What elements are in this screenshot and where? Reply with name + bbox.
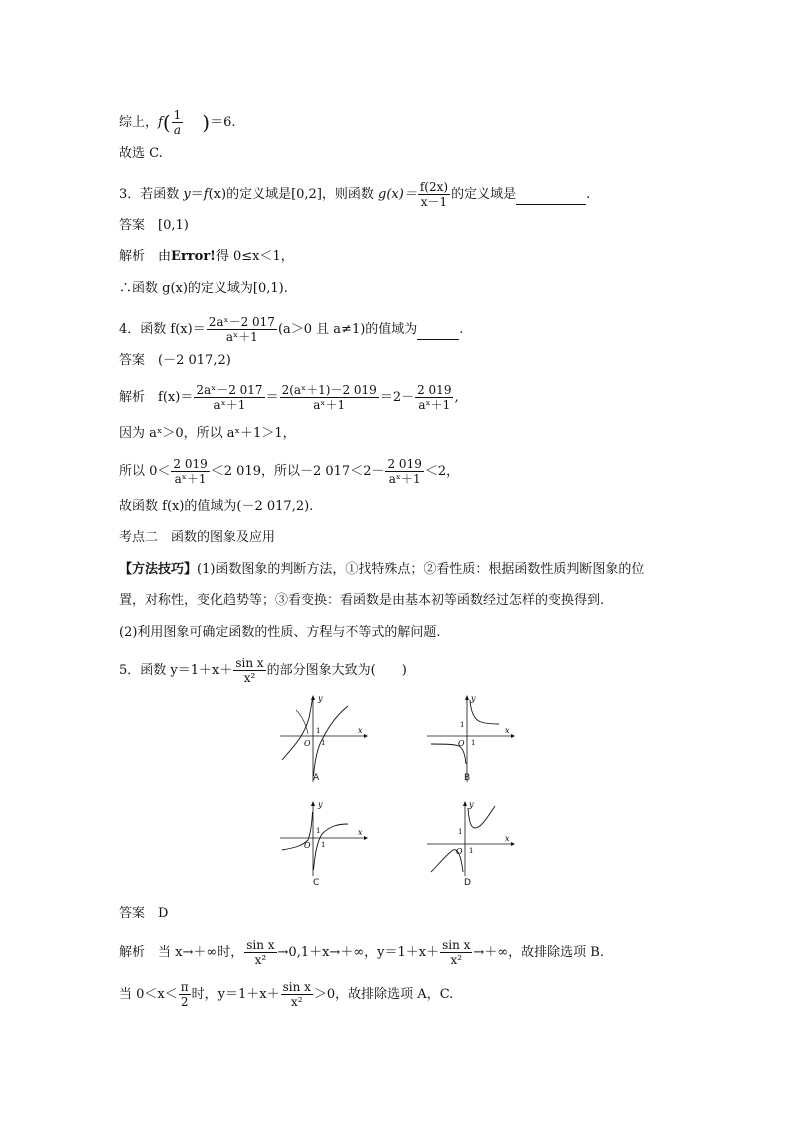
svg-text:1: 1: [471, 739, 476, 747]
question-4: 4．函数 f(x)＝ $\frac{\text{2aˣ－2 017}}{\text{aˣ＋1}}$ (a＞0 且 a≠1)的值域为 .: [119, 315, 464, 344]
answer-blank: [516, 186, 586, 205]
svg-text:1: 1: [469, 847, 474, 855]
section-heading: 考点二 函数的图象及应用: [119, 530, 276, 545]
solution-5b: 当 0＜x＜ $\frac{\pi}{2}$ 时，y＝1＋x＋ $\frac{\text{sin x}}{\text{x²}}$ ＞0，故排除选项 A，C.: [119, 980, 454, 1009]
graph-d-label: D: [464, 878, 471, 888]
method-tip-2: 置，对称性，变化趋势等；③看变换：看函数是由基本初等函数经过怎样的变换得到.: [119, 593, 605, 608]
graph-a-label: A: [313, 773, 320, 783]
method-tip-1: 【方法技巧】(1)函数图象的判断方法，①找特殊点；②看性质：根据函数性质判断图象的位: [119, 562, 645, 577]
choose-c: 故选 C.: [119, 146, 163, 161]
svg-text:x: x: [505, 726, 510, 735]
tick-one-x: 1: [321, 739, 326, 747]
solution-4b: 因为 aˣ＞0，所以 aˣ＋1＞1，: [119, 426, 296, 441]
axis-y-label: y: [318, 694, 323, 703]
solution-3a: 解析 由Error!得 0≤x＜1，: [119, 249, 294, 264]
origin-label: O: [304, 739, 311, 748]
text: ＝6.: [210, 115, 236, 130]
svg-text:y: y: [469, 800, 474, 809]
svg-text:O: O: [458, 739, 465, 748]
graph-b[interactable]: [425, 694, 515, 784]
graph-d[interactable]: [425, 800, 515, 878]
solution-4a: 解析 f(x)＝ $\frac{\text{2aˣ－2 017}}{\text{aˣ＋1}}$ ＝ $\frac{\text{2(aˣ＋1)－2 019}}{\text{aˣ＋1}}$ ＝2－ $\frac{2 019}{\text{aˣ＋1}}$ ,: [119, 383, 459, 412]
graph-a[interactable]: [278, 694, 368, 784]
tick-one-y: 1: [316, 727, 321, 735]
fraction: $\frac{1}{a}$: [173, 108, 182, 137]
solution-3b: ∴函数 g(x)的定义域为[0,1).: [119, 281, 288, 296]
axis-x-label: x: [358, 726, 363, 735]
answer-3: 答案 [0,1): [119, 218, 189, 233]
solution-4d: 故函数 f(x)的值域为(－2 017,2).: [119, 499, 314, 514]
text: 综上，: [119, 115, 159, 130]
conclusion-line: 综上，f( $\frac{1}{a}$ )＝6.: [119, 108, 236, 137]
method-tip-3: (2)利用图象可确定函数的性质、方程与不等式的解问题.: [119, 625, 441, 640]
svg-text:x: x: [505, 834, 510, 843]
func-f: f: [158, 115, 163, 130]
answer-4: 答案 (－2 017,2): [119, 353, 231, 368]
svg-text:1: 1: [321, 841, 326, 849]
svg-text:y: y: [318, 800, 323, 809]
question-3: 3．若函数 y＝f(x)的定义域是[0,2]，则函数 g(x)＝ $\frac{f(2x)}{x-1}$ 的定义域是 .: [119, 180, 591, 209]
svg-text:x: x: [358, 828, 363, 837]
answer-blank: [417, 321, 459, 340]
svg-text:1: 1: [316, 827, 321, 835]
graph-b-label: B: [464, 773, 471, 783]
solution-4c: 所以 0＜ $\frac{2 019}{\text{aˣ＋1}}$ ＜2 019，所以－2 017＜2－ $\frac{2 019}{\text{aˣ＋1}}$ ＜2，: [119, 457, 460, 486]
graph-c-label: C: [313, 878, 320, 888]
svg-text:y: y: [471, 694, 476, 703]
svg-text:O: O: [304, 841, 311, 850]
solution-5a: 解析 当 x→＋∞时， $\frac{\text{sin x}}{\text{x²}}$ →0,1＋x→＋∞，y＝1＋x＋ $\frac{\text{sin x}}{\text{x²}}$ →＋∞，故排除选项 B.: [119, 938, 604, 967]
svg-text:1: 1: [460, 721, 465, 729]
svg-text:O: O: [456, 847, 463, 856]
graph-c[interactable]: [278, 800, 368, 878]
svg-text:1: 1: [458, 828, 463, 836]
answer-5: 答案 D: [119, 906, 169, 921]
question-5: 5．函数 y＝1＋x＋ $\frac{\text{sin x}}{\text{x²}}$ 的部分图象大致为( ): [119, 656, 407, 685]
